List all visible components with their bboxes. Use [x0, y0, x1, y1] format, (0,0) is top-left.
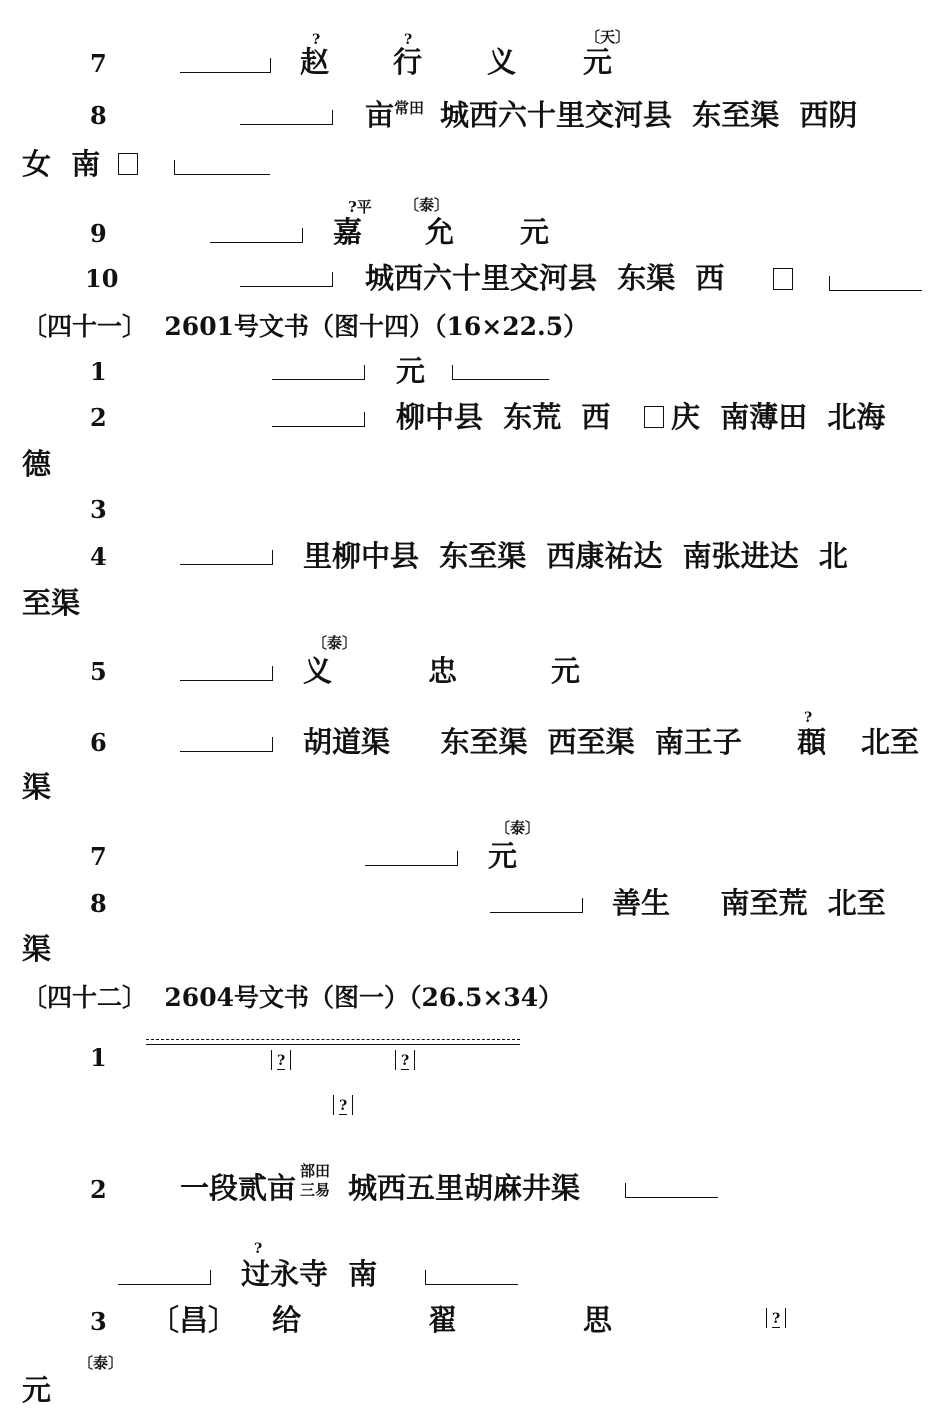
text-segment: 渠	[22, 770, 52, 804]
line-number: 9	[90, 219, 107, 248]
torn-edge-line	[146, 1044, 520, 1045]
missing-char-box	[773, 268, 793, 290]
torn-edge-line	[146, 1039, 520, 1040]
interlinear-note-bottom: 三易	[300, 1181, 331, 1199]
line-number: 5	[90, 657, 107, 686]
text-segment: 亩	[365, 98, 395, 132]
lacuna-mark	[829, 276, 922, 291]
lacuna-mark	[365, 851, 458, 866]
text-char: 元	[396, 354, 426, 388]
text-char: 翟	[428, 1303, 458, 1337]
text-char: 元	[22, 1373, 52, 1407]
lacuna-mark	[452, 365, 549, 380]
uncertain-mark: ?	[254, 1241, 263, 1257]
text-segment: 渠	[22, 932, 52, 966]
line-number: 8	[90, 101, 107, 130]
text-segment: 善生 南至荒 北至	[612, 886, 886, 920]
lacuna-mark	[425, 1270, 518, 1285]
lacuna-mark	[180, 550, 273, 565]
line-number: 6	[90, 728, 107, 757]
annotation: 〔天〕	[585, 28, 631, 46]
lacuna-mark	[272, 365, 365, 380]
line-number: 1	[90, 1043, 107, 1072]
text-segment: 柳中县 东荒 西	[396, 400, 611, 434]
uncertain-char-box: ?	[271, 1050, 291, 1070]
text-char: 元	[520, 215, 550, 249]
text-char: 允	[425, 215, 455, 249]
line-number: 1	[90, 357, 107, 386]
uncertain-char-box: ?	[395, 1050, 415, 1070]
text-char: 元	[583, 45, 613, 79]
text-segment: 至渠	[22, 586, 81, 620]
lacuna-mark	[180, 58, 271, 73]
interlinear-note	[300, 1164, 330, 1198]
text-segment: 城西六十里交河县 东渠 西	[365, 261, 725, 295]
text-char: 赵	[300, 45, 330, 79]
text-segment: 城西五里胡麻井渠	[348, 1171, 581, 1205]
uncertain-char-box: ?	[766, 1308, 786, 1328]
section-heading: 〔四十一〕 2601号文书（图十四）（16×22.5）	[22, 312, 589, 341]
text-segment: 里柳中县 东至渠 西康祐达 南张进达 北	[303, 539, 848, 573]
lacuna-mark	[240, 272, 333, 287]
text-segment: 一段贰亩	[180, 1171, 297, 1205]
lacuna-mark	[180, 666, 273, 681]
line-number: 2	[90, 403, 107, 432]
annotation: 〔泰〕	[78, 1354, 124, 1372]
interlinear-note: 常田	[394, 99, 425, 117]
uncertain-mark: ?	[404, 32, 413, 48]
annotation: 〔泰〕	[404, 196, 450, 214]
text-segment: 过永寺 南	[241, 1257, 378, 1291]
missing-char-box	[644, 406, 664, 428]
line-number: 4	[90, 542, 107, 571]
lacuna-mark	[174, 160, 270, 175]
line-number: 10	[85, 264, 119, 293]
uncertain-mark: ?	[312, 32, 321, 48]
missing-char-box	[118, 153, 138, 175]
text-char: 义	[303, 654, 333, 688]
uncertain-mark: ?平	[348, 198, 372, 216]
text-segment: 城西六十里交河县 东至渠 西阴	[440, 98, 858, 132]
text-char: 嘉	[333, 215, 363, 249]
interlinear-note-top: 部田	[300, 1162, 331, 1180]
text-char: 元	[488, 839, 518, 873]
text-char: 忠	[428, 654, 458, 688]
line-number: 7	[90, 842, 107, 871]
line-number: 8	[90, 889, 107, 918]
line-number: 3	[90, 1307, 107, 1336]
text-char: 给	[272, 1303, 302, 1337]
text-segment: 胡道渠 东至渠 西至渠 南王子	[303, 725, 742, 759]
annotation: 〔泰〕	[312, 634, 358, 652]
lacuna-mark	[625, 1183, 718, 1198]
text-segment: 〔昌〕	[150, 1303, 238, 1337]
text-char: 行	[393, 45, 423, 79]
line-number: 7	[90, 49, 107, 78]
text-char: 思	[583, 1303, 613, 1337]
section-heading: 〔四十二〕 2604号文书（图一）（26.5×34）	[22, 983, 564, 1012]
text-segment: 北至	[861, 725, 920, 759]
text-char: 元	[551, 654, 581, 688]
lacuna-mark	[240, 110, 333, 125]
lacuna-mark	[180, 737, 273, 752]
text-segment: 庆 南薄田 北海	[671, 400, 886, 434]
lacuna-mark	[210, 228, 303, 243]
text-char: 义	[487, 45, 517, 79]
lacuna-mark	[272, 412, 365, 427]
line-number: 2	[90, 1175, 107, 1204]
uncertain-mark: ?	[804, 710, 813, 726]
lacuna-mark	[118, 1270, 211, 1285]
text-char: 頵	[797, 725, 827, 759]
line-number: 3	[90, 495, 107, 524]
annotation: 〔泰〕	[495, 819, 541, 837]
lacuna-mark	[490, 898, 583, 913]
text-segment: 女 南	[22, 147, 101, 181]
text-segment: 德	[22, 447, 52, 481]
uncertain-char-box: ?	[333, 1095, 353, 1115]
